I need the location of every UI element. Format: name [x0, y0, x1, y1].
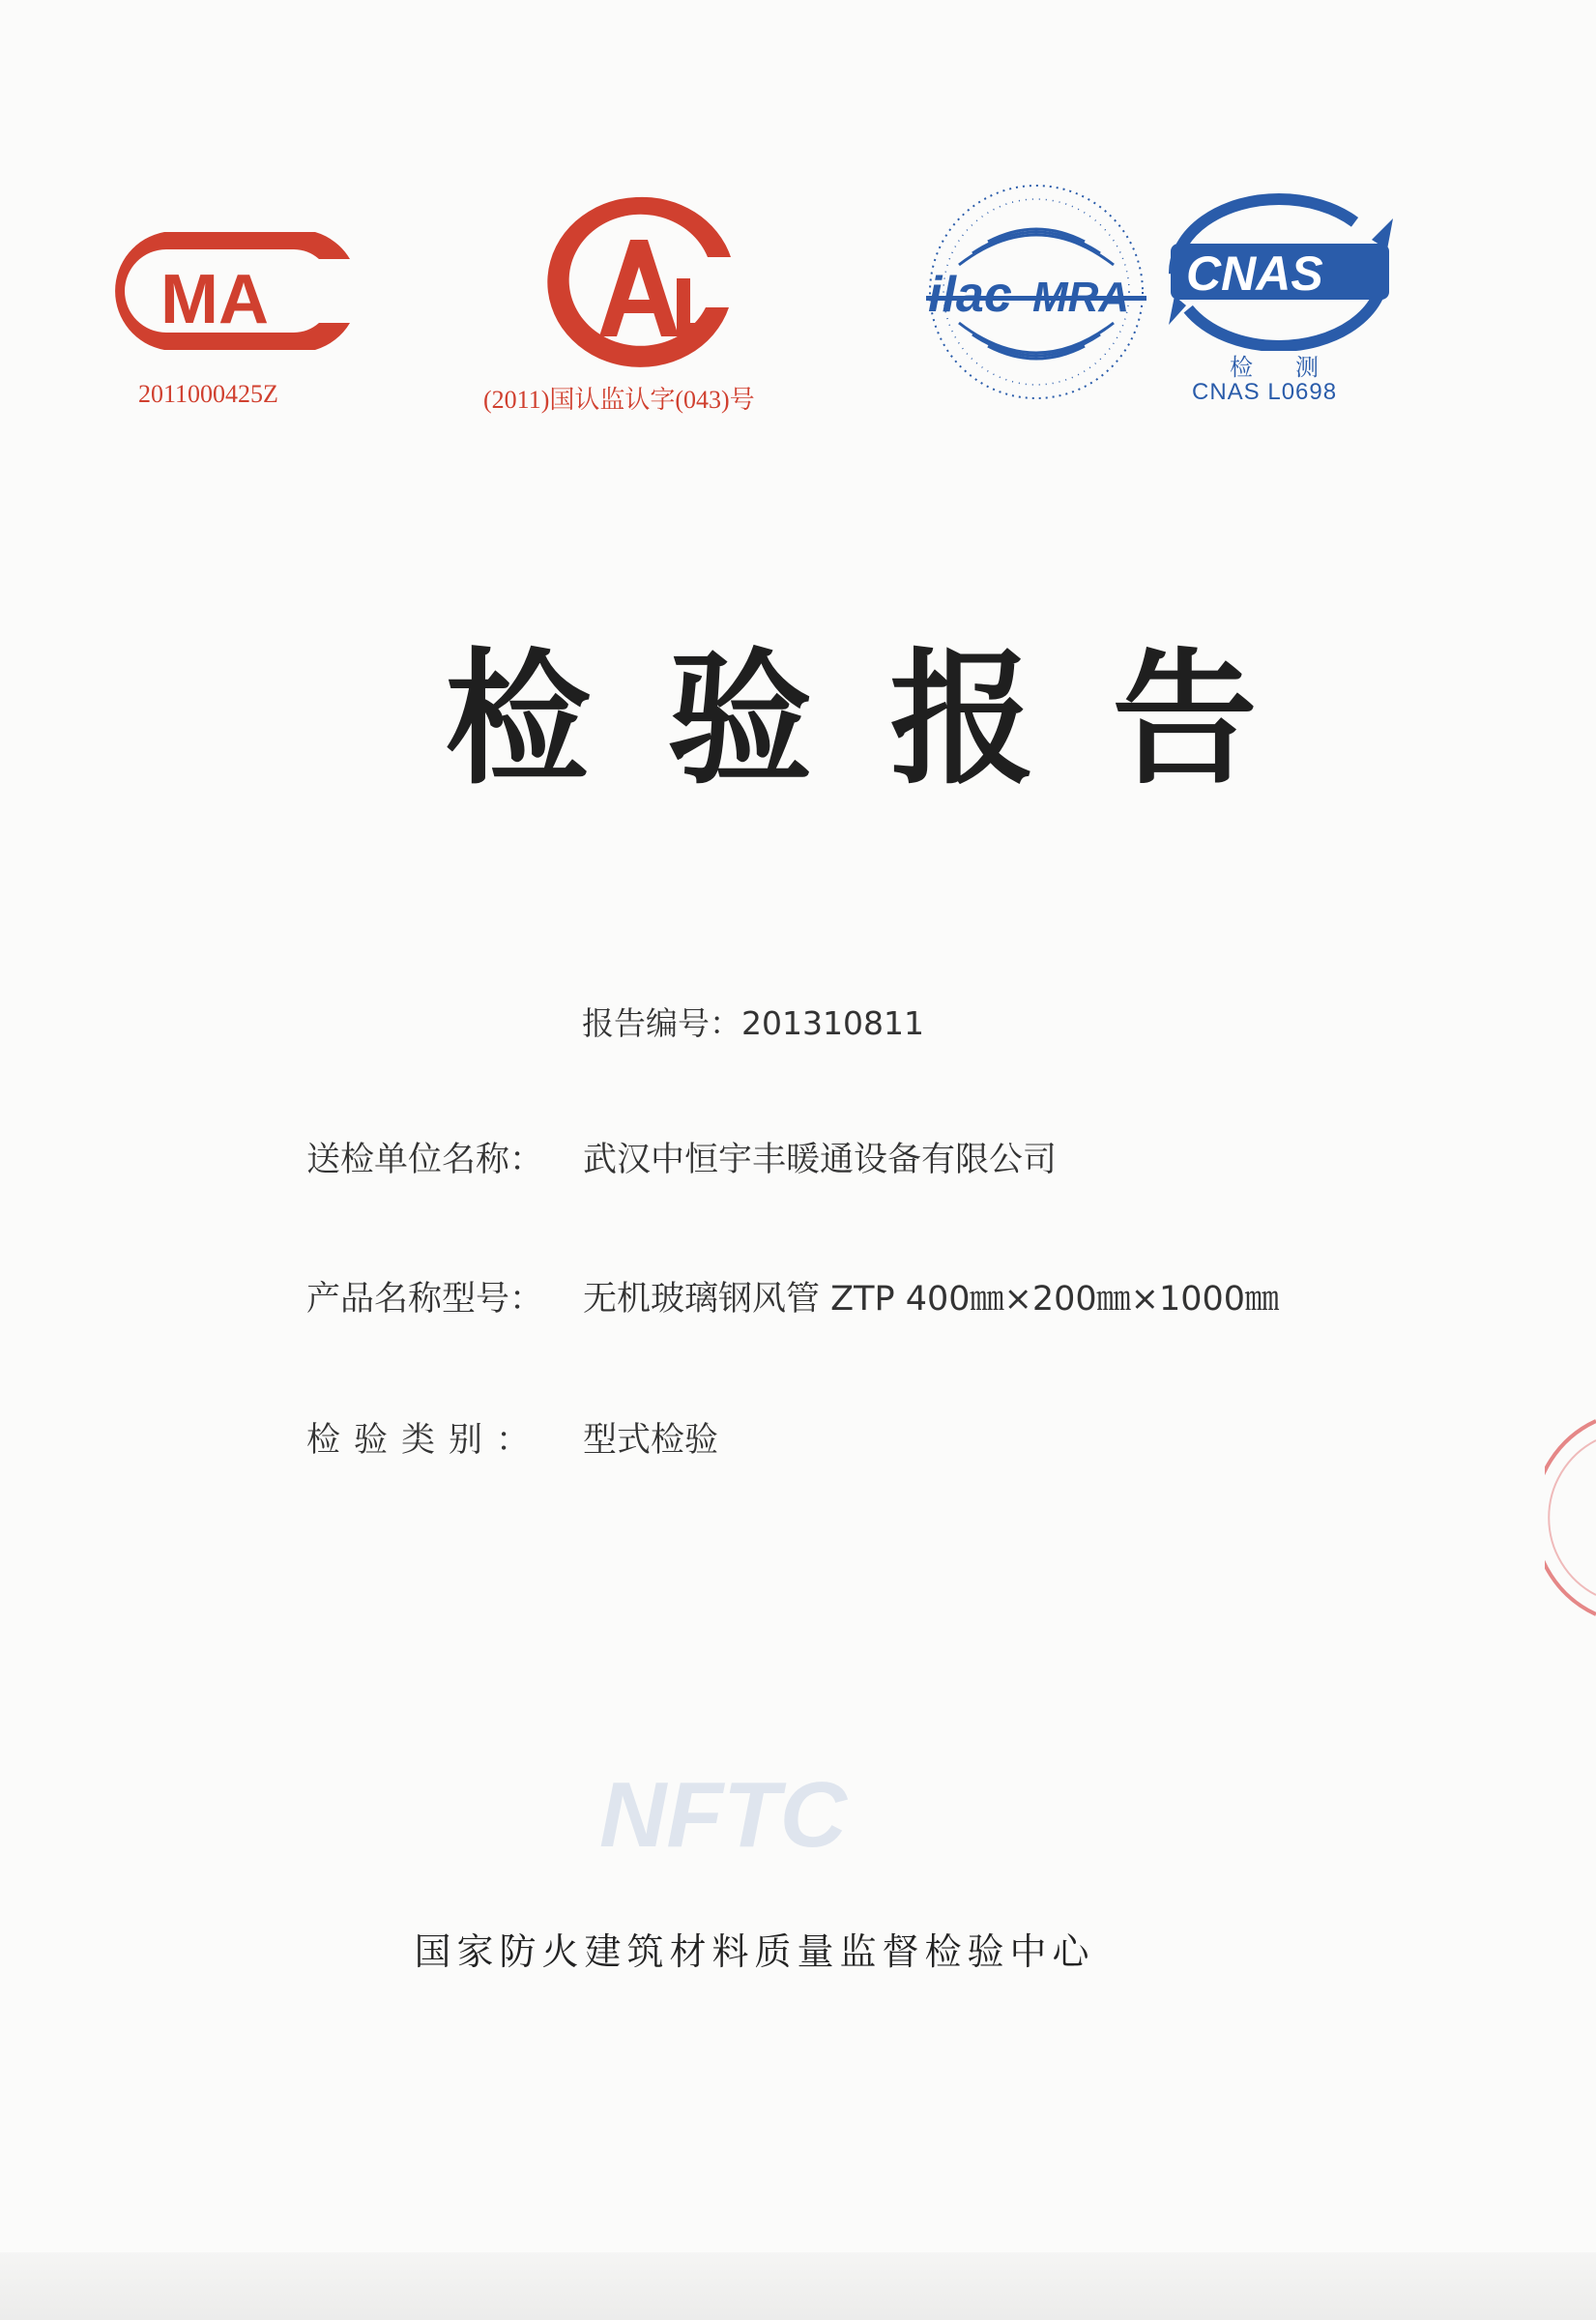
- cma-logo: [104, 224, 356, 358]
- organization-name: 国家防火建筑材料质量监督检验中心: [414, 1930, 1095, 1973]
- cal-certificate-number: (2011)国认监认字(043)号: [483, 386, 755, 414]
- page-title: 检验报告: [445, 636, 1335, 804]
- cnas-caption-char-2: 测: [1295, 355, 1319, 381]
- svg-text:CNAS: CNAS: [1186, 246, 1323, 301]
- ilac-mra-logo: [920, 176, 1152, 408]
- cnas-accreditation-code: CNAS L0698: [1192, 379, 1338, 405]
- field-label-client: 送检单位名称：: [306, 1141, 544, 1179]
- cnas-caption-char-1: 检: [1230, 355, 1253, 381]
- bottom-scan-edge: [0, 2252, 1596, 2320]
- cnas-logo: [1165, 182, 1397, 351]
- report-number: 报告编号：201310811: [582, 1004, 924, 1042]
- svg-text:MRA: MRA: [1032, 274, 1130, 321]
- cma-certificate-number: 2011000425Z: [138, 380, 278, 408]
- nftc-watermark-logo: [590, 1759, 918, 1866]
- field-label-product: 产品名称型号：: [306, 1280, 544, 1319]
- partial-stamp: [1545, 1411, 1596, 1624]
- svg-text:MA: MA: [160, 261, 269, 338]
- field-value-client: 武汉中恒宇丰暖通设备有限公司: [583, 1141, 1058, 1179]
- field-label-inspection-type: [306, 1413, 543, 1462]
- svg-text:ilac: ilac: [928, 267, 1012, 323]
- cal-logo: [530, 189, 742, 383]
- field-label-inspection-type-text: 检验类别：: [306, 1421, 544, 1460]
- field-value-product: 无机玻璃钢风管 ZTP 400㎜×200㎜×1000㎜: [583, 1280, 1280, 1319]
- field-value-inspection-type: 型式检验: [583, 1421, 719, 1460]
- nftc-watermark-text: NFTC: [599, 1763, 847, 1866]
